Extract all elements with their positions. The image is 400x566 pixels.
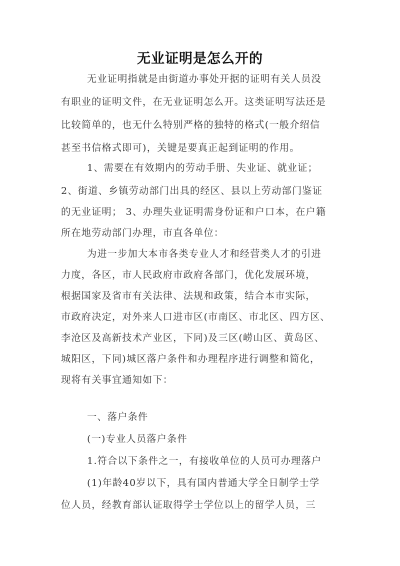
paragraph-line: 甚至书信格式即可)，关键是要真正起到证明的作用。 bbox=[61, 143, 300, 154]
paragraph-line: 所在地劳动部门办理，市直各单位： bbox=[61, 228, 225, 239]
paragraph-line: 1、需要在有效期内的劳动手册、失业证、就业证； bbox=[87, 163, 318, 174]
paragraph-line: 市政府决定，对外来人口进市区(市南区、市北区、四方区、 bbox=[61, 312, 331, 323]
paragraph-line: 2、街道、乡镇劳动部门出具的经区、县以上劳动部门鉴证 bbox=[61, 186, 323, 197]
paragraph-line: 无业证明指就是由街道办事处开据的证明有关人员没 bbox=[87, 74, 322, 85]
paragraph-line: 根据国家及省市有关法律、法规和政策，结合本市实际， bbox=[61, 291, 316, 302]
paragraph-line: 城阳区，下同)城区落户条件和办理程序进行调整和简化， bbox=[61, 354, 321, 365]
document-title: 无业证明是怎么开的 bbox=[137, 51, 263, 67]
paragraph-line: 比较简单的，也无什么特别严格的独特的格式(一般介绍信 bbox=[61, 120, 321, 131]
section-heading: 一、落户条件 bbox=[87, 412, 149, 423]
paragraph-line: 有职业的证明文件，在无业证明怎么开。这类证明写法还是 bbox=[61, 97, 327, 108]
paragraph-line: 李沧区及高新技术产业区，下同)及三区(崂山区、黄岛区、 bbox=[61, 333, 325, 344]
paragraph-line: 力度，各区，市人民政府市政府各部门，优化发展环境， bbox=[61, 270, 316, 281]
paragraph-line: 1.符合以下条件之一，有接收单位的人员可办理落户 bbox=[87, 456, 322, 467]
subsection-heading: (一)专业人员落户条件 bbox=[87, 434, 188, 445]
paragraph-line: 的无业证明； 3、办理失业证明需身份证和户口本，在户籍 bbox=[61, 207, 327, 218]
paragraph-line: 现将有关事宜通知如下： bbox=[61, 375, 174, 386]
paragraph-line: (1)年龄40岁以下，具有国内普通大学全日制学士学 bbox=[87, 478, 320, 489]
paragraph-line: 位人员，经教育部认证取得学士学位以上的留学人员，三 bbox=[61, 500, 316, 511]
paragraph-line: 为进一步加大本市各类专业人才和经营类人才的引进 bbox=[87, 249, 322, 260]
